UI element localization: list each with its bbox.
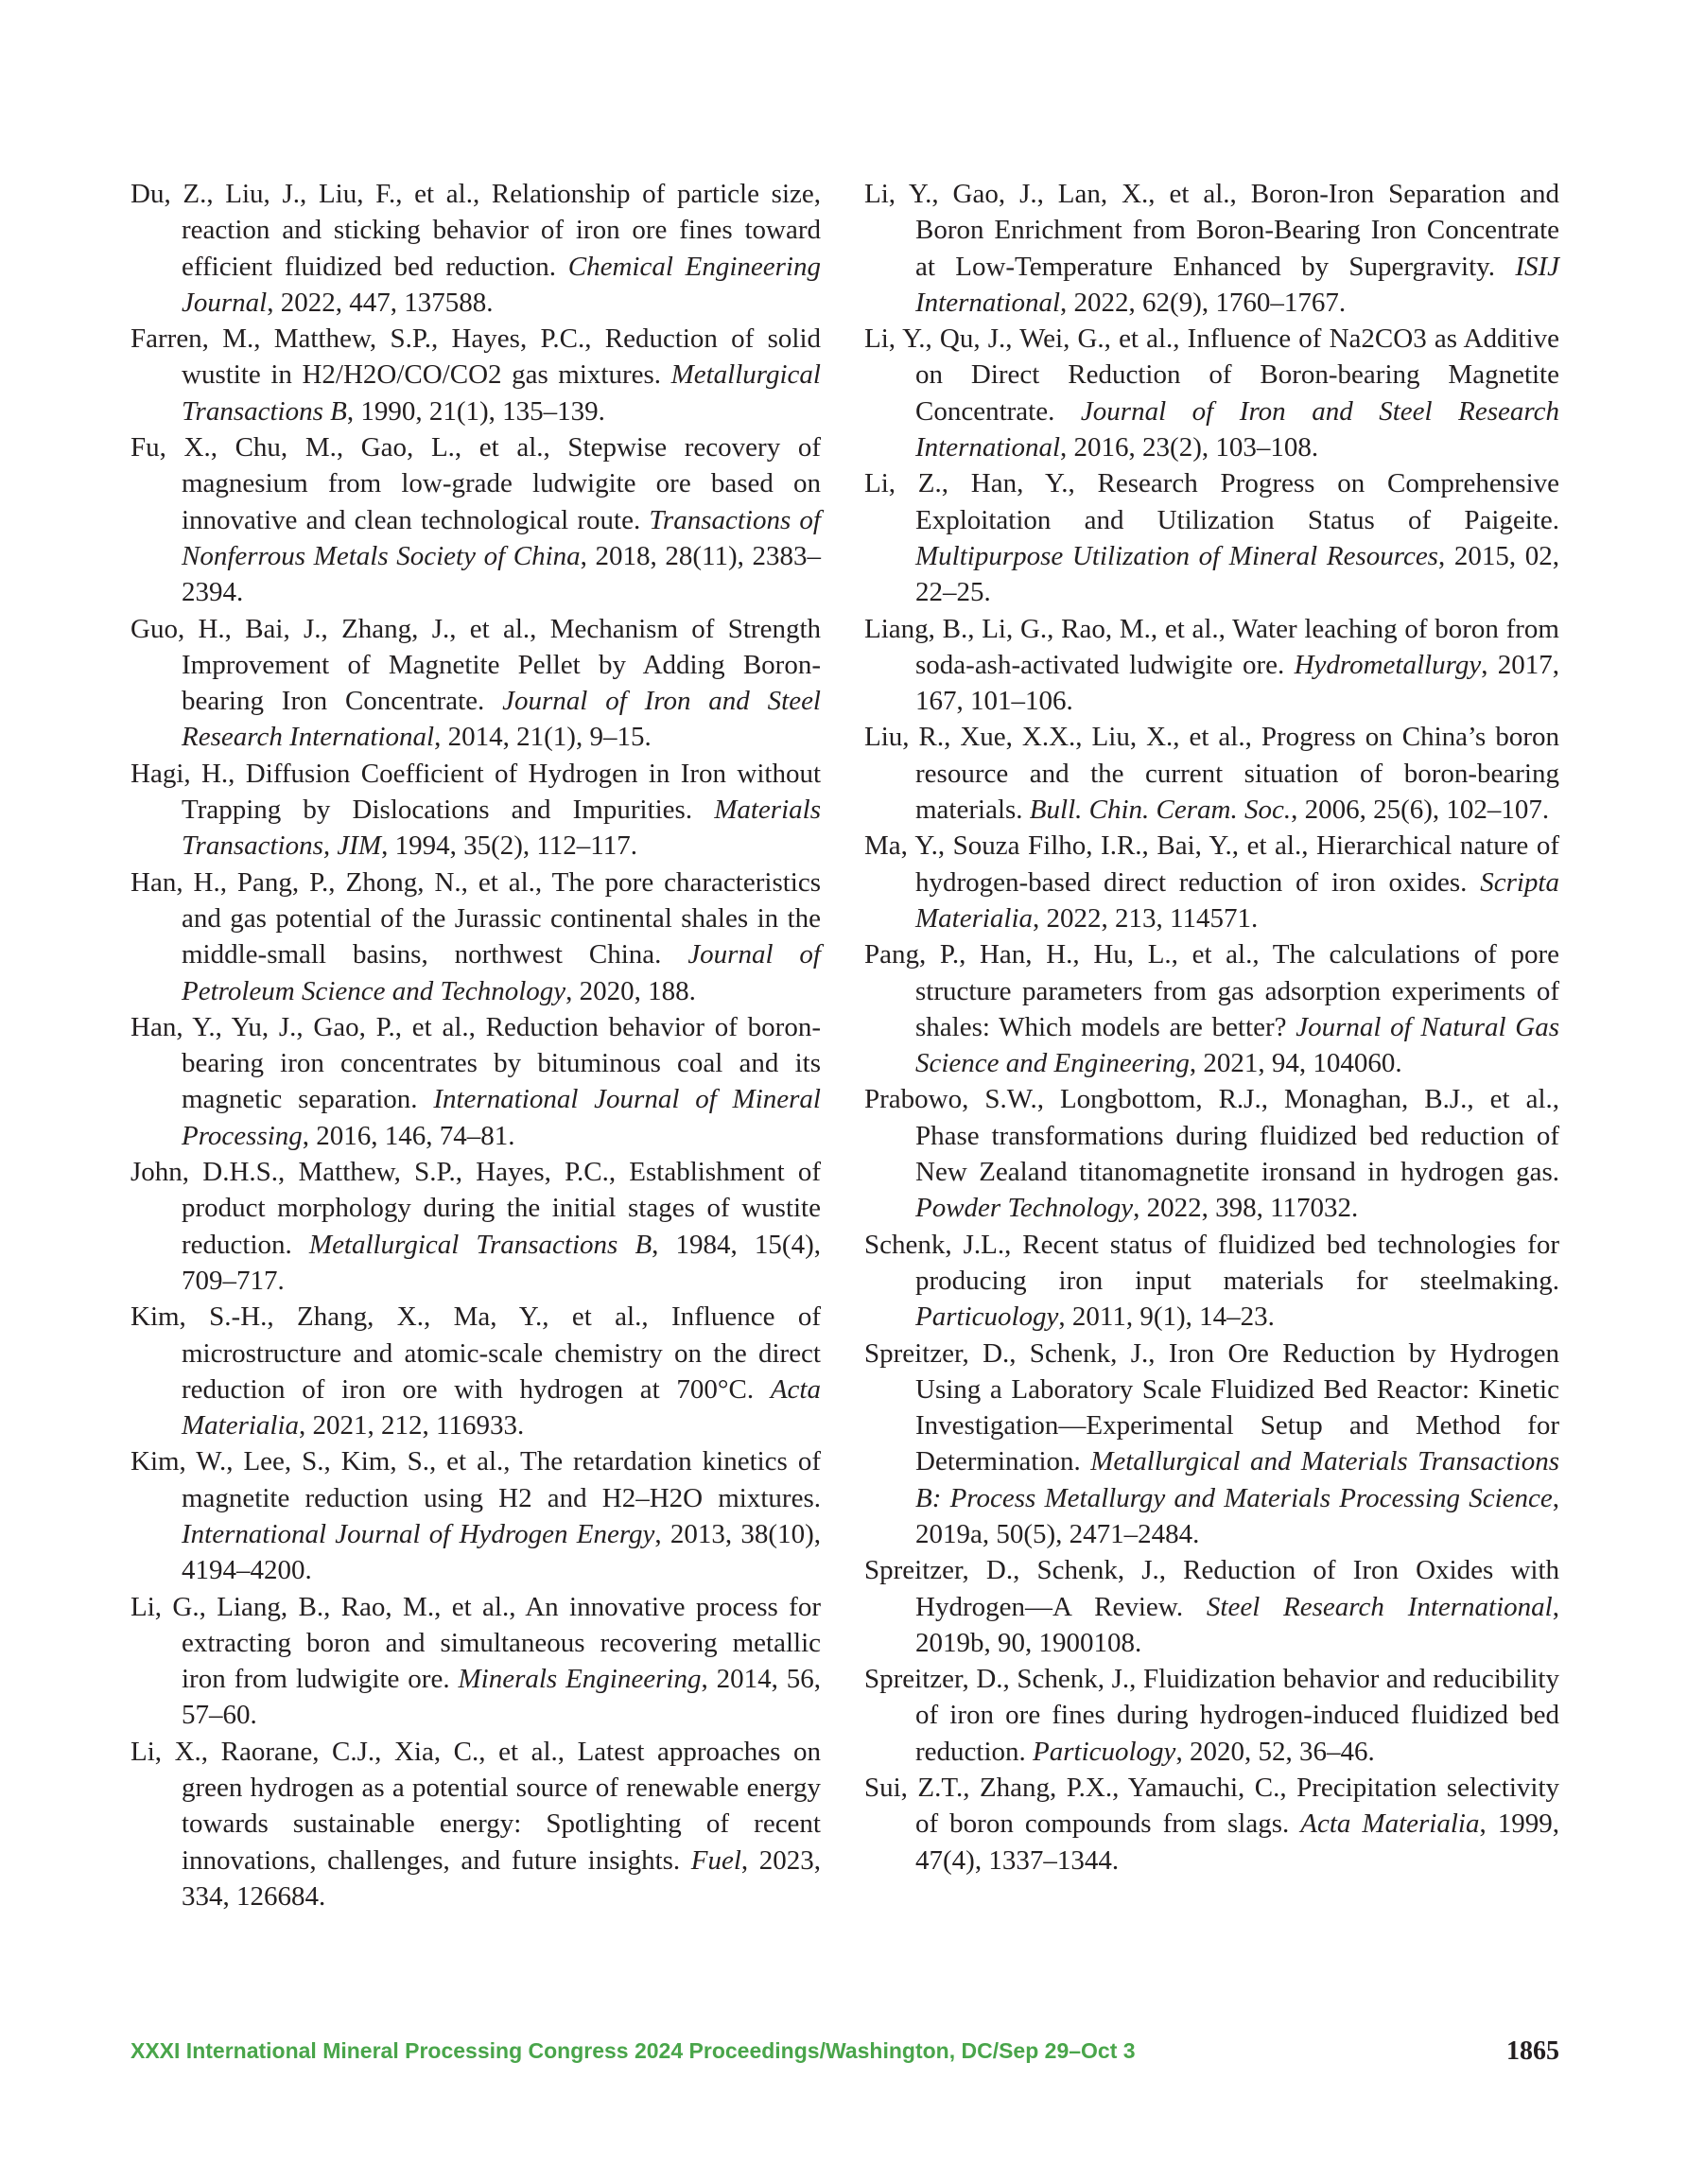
journal-title: Materials Transactions, JIM xyxy=(182,795,821,862)
journal-title: Journal of Natural Gas Science and Engineering xyxy=(915,1011,1560,1079)
journal-title: Metallurgical Transactions B xyxy=(308,1229,652,1260)
reference-text: Fu, X., Chu, M., Gao, L., et al., Stepwise recovery of magnesium from low-grade ludwigite ore based on innovative and clean technological route. xyxy=(130,432,821,535)
reference-text: Spreitzer, D., Schenk, J., Fluidization behavior and reducibility of iron ore fines during hydrogen-induced fluidized bed reduction. xyxy=(864,1664,1559,1767)
reference-details: , 2013, 38(10), 4194–4200. xyxy=(182,1518,821,1586)
journal-title: Minerals Engineering xyxy=(458,1664,702,1695)
journal-title: Metallurgical and Materials Transactions B: Process Metallurgy and Materials Processing Science xyxy=(915,1446,1559,1513)
reference-entry xyxy=(864,611,1559,720)
reference-details: , 2006, 25(6), 102–107. xyxy=(1291,795,1550,826)
reference-entry xyxy=(130,611,821,756)
journal-title: Steel Research International xyxy=(1206,1591,1553,1622)
reference-details: , 2016, 23(2), 103–108. xyxy=(1060,432,1319,463)
journal-title: Particuology xyxy=(1033,1736,1176,1767)
reference-text: Ma, Y., Souza Filho, I.R., Bai, Y., et al., Hierarchical nature of hydrogen-based direct reduction of iron oxides. xyxy=(864,830,1559,898)
reference-entry xyxy=(130,865,821,1009)
reference-text: Li, G., Liang, B., Rao, M., et al., An innovative process for extracting boron and simultaneous recovering metallic iron from ludwigite ore. xyxy=(130,1591,821,1695)
reference-entry xyxy=(864,1336,1559,1553)
reference-text: Prabowo, S.W., Longbottom, R.J., Monaghan, B.J., et al., Phase transformations during fluidized bed reduction of New Zealand titanomagnetite ironsand in hydrogen gas. xyxy=(864,1084,1559,1188)
reference-text: Han, H., Pang, P., Zhong, N., et al., The pore characteristics and gas potential of the Jurassic continental shales in the middle-small basins, northwest China. xyxy=(130,866,821,970)
reference-entry xyxy=(130,1154,821,1299)
reference-entry xyxy=(130,1299,821,1443)
reference-text: Sui, Z.T., Zhang, P.X., Yamauchi, C., Precipitation selectivity of boron compounds from slags. xyxy=(864,1773,1559,1840)
reference-entry xyxy=(864,1227,1559,1336)
reference-entry xyxy=(130,321,821,429)
journal-title: Bull. Chin. Ceram. Soc. xyxy=(1029,795,1292,826)
reference-details: , 2015, 02, 22–25. xyxy=(915,540,1559,608)
reference-text: Farren, M., Matthew, S.P., Hayes, P.C., Reduction of solid wustite in H2/H2O/CO/CO2 gas mixtures. xyxy=(130,323,821,391)
reference-details: , 2022, 213, 114571. xyxy=(1033,902,1259,934)
reference-details: , 1984, 15(4), 709–717. xyxy=(182,1229,821,1296)
reference-details: , 2020, 52, 36–46. xyxy=(1175,1736,1375,1767)
reference-details: , 2018, 28(11), 2383–2394. xyxy=(182,540,821,608)
reference-entry xyxy=(864,1770,1559,1878)
reference-details: , 2014, 21(1), 9–15. xyxy=(434,722,652,753)
reference-details: , 2019a, 50(5), 2471–2484. xyxy=(915,1482,1559,1549)
reference-entry xyxy=(130,429,821,610)
reference-text: Liang, B., Li, G., Rao, M., et al., Water leaching of boron from soda-ash-activated ludwigite ore. xyxy=(864,613,1559,680)
journal-title: Metallurgical Transactions B xyxy=(182,359,821,427)
reference-details: , 2016, 146, 74–81. xyxy=(302,1120,515,1151)
reference-entry xyxy=(130,756,821,865)
reference-entry xyxy=(864,719,1559,828)
references-left-column xyxy=(130,176,821,1914)
page-number: 1865 xyxy=(1506,2036,1559,2066)
journal-title: International Journal of Mineral Processing xyxy=(182,1084,821,1151)
journal-title: Scripta Materialia xyxy=(915,866,1559,934)
reference-text: Pang, P., Han, H., Hu, L., et al., The calculations of pore structure parameters from gas adsorption experiments of shales: Which models are better? xyxy=(864,939,1559,1042)
reference-text: Kim, S.-H., Zhang, X., Ma, Y., et al., Influence of microstructure and atomic-scale chemistry on the direct reduction of iron ore with hydrogen at 700°C. xyxy=(130,1302,821,1405)
reference-text: Schenk, J.L., Recent status of fluidized bed technologies for producing iron input materials for steelmaking. xyxy=(864,1229,1559,1296)
journal-title: Powder Technology xyxy=(915,1193,1134,1224)
reference-text: Li, Z., Han, Y., Research Progress on Comprehensive Exploitation and Utilization Status of Paigeite. xyxy=(864,468,1559,535)
reference-details: , 2022, 62(9), 1760–1767. xyxy=(1060,287,1347,318)
reference-text: Hagi, H., Diffusion Coefficient of Hydrogen in Iron without Trapping by Dislocations and Impurities. xyxy=(130,758,821,826)
reference-details: , 2020, 188. xyxy=(565,975,696,1006)
journal-title: Chemical Engineering Journal xyxy=(182,251,821,318)
reference-details: , 2014, 56, 57–60. xyxy=(182,1664,821,1731)
reference-entry xyxy=(864,321,1559,465)
reference-details: , 2021, 94, 104060. xyxy=(1189,1048,1402,1079)
journal-title: Journal of Petroleum Science and Technology xyxy=(182,939,821,1006)
reference-text: John, D.H.S., Matthew, S.P., Hayes, P.C., Establishment of product morphology during the initial stages of wustite reduction. xyxy=(130,1157,821,1260)
reference-entry xyxy=(130,1009,821,1154)
reference-details: , 2022, 398, 117032. xyxy=(1133,1193,1359,1224)
journal-title: Journal of Iron and Steel Research International xyxy=(915,395,1559,463)
reference-details: , 2019b, 90, 1900108. xyxy=(915,1591,1559,1658)
journal-title: Particuology xyxy=(915,1302,1059,1333)
reference-entry xyxy=(130,1589,821,1734)
reference-entry xyxy=(130,1734,821,1914)
page-footer xyxy=(130,2038,1559,2076)
journal-title: Hydrometallurgy xyxy=(1294,649,1482,680)
reference-details: , 1999, 47(4), 1337–1344. xyxy=(915,1808,1560,1876)
reference-details: , 2017, 167, 101–106. xyxy=(915,649,1560,717)
references-right-column xyxy=(864,176,1559,1878)
journal-title: Multipurpose Utilization of Mineral Resources xyxy=(915,540,1438,571)
reference-details: , 2021, 212, 116933. xyxy=(299,1410,525,1441)
journal-title: Acta Materialia xyxy=(182,1373,821,1441)
reference-details: , 2022, 447, 137588. xyxy=(267,287,494,318)
reference-text: Spreitzer, D., Schenk, J., Iron Ore Reduction by Hydrogen Using a Laboratory Scale Fluidized Bed Reactor: Kinetic Investigation—Experimental Setup and Method for Determination. xyxy=(864,1337,1559,1477)
reference-entry xyxy=(864,1661,1559,1770)
journal-title: Transactions of Nonferrous Metals Society of China xyxy=(182,504,821,571)
reference-entry xyxy=(864,1552,1559,1661)
reference-entry xyxy=(130,176,821,321)
reference-details: , 1990, 21(1), 135–139. xyxy=(346,395,605,427)
reference-text: Kim, W., Lee, S., Kim, S., et al., The retardation kinetics of magnetite reduction using H2 and H2–H2O mixtures. xyxy=(130,1446,821,1513)
reference-text: Du, Z., Liu, J., Liu, F., et al., Relationship of particle size, reaction and sticking behavior of iron ore fines toward efficient fluidized bed reduction. xyxy=(130,179,821,282)
reference-text: Liu, R., Xue, X.X., Liu, X., et al., Progress on China’s boron resource and the current situation of boron-bearing materials. xyxy=(864,722,1559,826)
reference-text: Han, Y., Yu, J., Gao, P., et al., Reduction behavior of boron-bearing iron concentrates by bituminous coal and its magnetic separation. xyxy=(130,1011,821,1115)
journal-title: Acta Materialia xyxy=(1300,1808,1480,1840)
reference-text: Spreitzer, D., Schenk, J., Reduction of Iron Oxides with Hydrogen—A Review. xyxy=(864,1555,1559,1622)
journal-title: ISIJ International xyxy=(915,251,1559,318)
reference-entry xyxy=(130,1443,821,1588)
reference-details: , 2023, 334, 126684. xyxy=(182,1844,822,1912)
reference-details: , 2011, 9(1), 14–23. xyxy=(1058,1302,1275,1333)
journal-title: International Journal of Hydrogen Energy xyxy=(182,1518,655,1549)
reference-entry xyxy=(864,176,1559,321)
conference-footer-text: XXXI International Mineral Processing Congress 2024 Proceedings/Washington, DC/Sep 29–Oct 3 xyxy=(130,2038,1136,2063)
reference-text: Li, Y., Gao, J., Lan, X., et al., Boron-Iron Separation and Boron Enrichment from Boron-Bearing Iron Concentrate at Low-Temperature Enhanced by Supergravity. xyxy=(864,179,1559,282)
reference-text: Li, Y., Qu, J., Wei, G., et al., Influence of Na2CO3 as Additive on Direct Reduction of Boron-bearing Magnetite Concentrate. xyxy=(864,323,1559,427)
reference-entry xyxy=(864,828,1559,936)
reference-text: Guo, H., Bai, J., Zhang, J., et al., Mechanism of Strength Improvement of Magnetite Pellet by Adding Boron-bearing Iron Concentrate. xyxy=(130,613,821,717)
reference-entry xyxy=(864,465,1559,610)
reference-entry xyxy=(864,1081,1559,1226)
journal-title: Journal of Iron and Steel Research International xyxy=(182,686,821,753)
reference-text: Li, X., Raorane, C.J., Xia, C., et al., Latest approaches on green hydrogen as a potential source of renewable energy towards sustainable energy: Spotlighting of recent innovations, challenges, and future insights. xyxy=(130,1736,821,1876)
reference-details: , 1994, 35(2), 112–117. xyxy=(381,830,637,862)
journal-title: Fuel xyxy=(690,1844,741,1876)
reference-entry xyxy=(864,936,1559,1081)
